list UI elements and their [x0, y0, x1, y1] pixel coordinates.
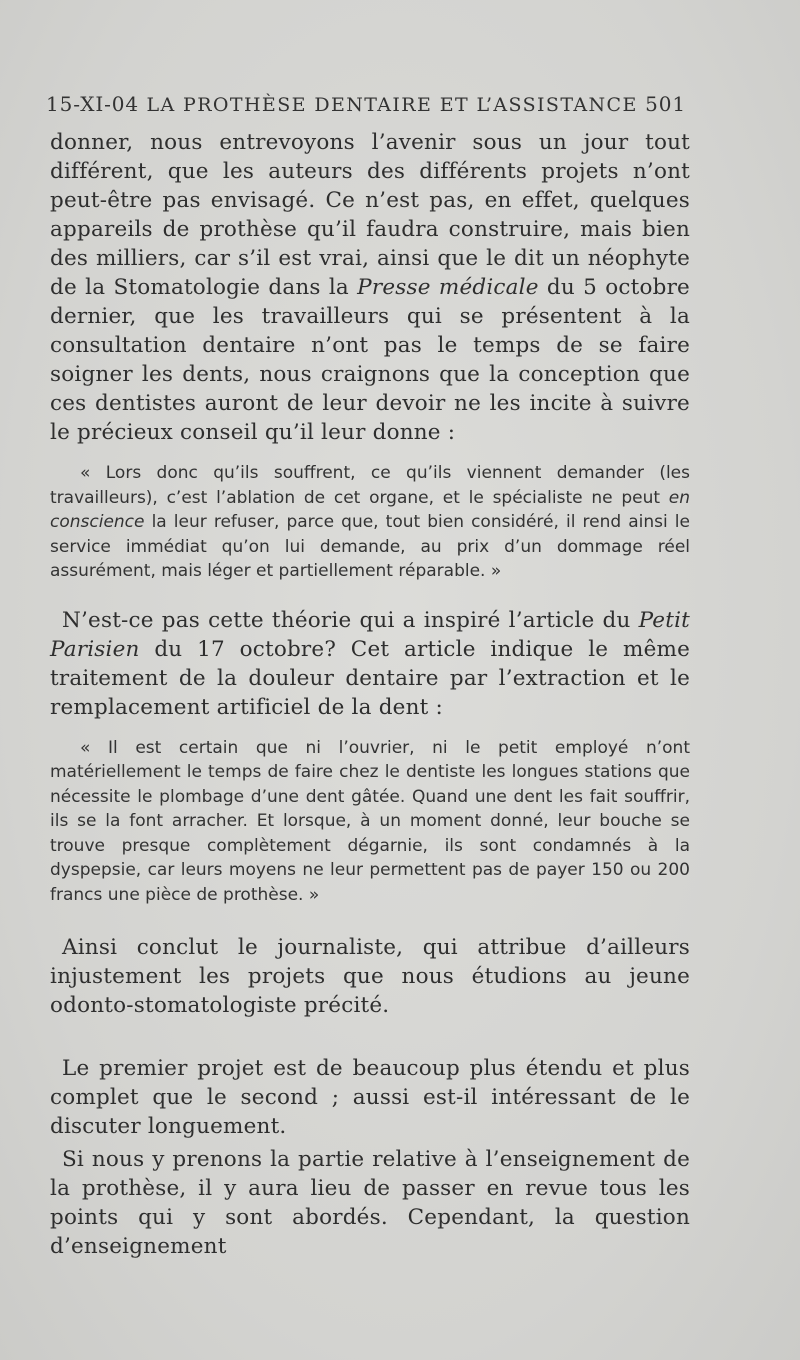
- paragraph-1-text-a: donner, nous entrevoyons l’avenir sous un jour tout différent, que les auteurs des différents projets n’ont peut-être pas envisagé. Ce n’est pas, en effet, quelques appareils de prothèse qu’il faudra construire, mais bien des milliers, car s’il est vrai, ainsi que le dit un néophyte de la Stomatologie dans la: [50, 130, 690, 300]
- quotation-1: [50, 461, 690, 584]
- header-title: LA PROTHÈSE DENTAIRE ET L’ASSISTANCE: [146, 94, 638, 116]
- paragraph-2-italic: Petit Parisien: [50, 607, 690, 662]
- page-body: [50, 128, 690, 1261]
- paragraph-2-text-a: N’est-ce pas cette théorie qui a inspiré l’article du: [62, 607, 639, 633]
- quotation-1-italic: en conscience: [50, 487, 690, 532]
- header-date: 15-XI-04: [46, 92, 140, 116]
- page-number: 501: [645, 92, 686, 116]
- paragraph-4: Le premier projet est de beaucoup plus étendu et plus complet que le second ; aussi est-il intéressant de le discuter longuement.: [50, 1056, 690, 1139]
- paragraph-2-text-b: du 17 octobre? Cet article indique le même traitement de la douleur dentaire par l’extraction et le remplacement artificiel de la dent :: [50, 636, 690, 720]
- paragraph-1-text-b: du 5 octobre dernier, que les travailleurs qui se présentent à la consultation dentaire n’ont pas le temps de se faire soigner les dents, nous craignons que la conception que ces dentistes auront de leur devoir ne les incite à suivre le précieux conseil qu’il leur donne :: [50, 275, 690, 445]
- running-header: [46, 92, 686, 116]
- paragraph-1-italic: Presse médicale: [357, 275, 539, 300]
- paragraph-2: [50, 606, 690, 722]
- quotation-1-text-b: la leur refuser, parce que, tout bien considéré, il rend ainsi le service immédiat qu’on lui demande, au prix d’un dommage réel assurément, mais léger et partiellement réparable. »: [50, 512, 690, 581]
- paragraph-3: Ainsi conclut le journaliste, qui attribue d’ailleurs injustement les projets que nous étudions au jeune odonto-stomatologiste précité.: [50, 935, 690, 1018]
- paragraph-1: [50, 128, 690, 447]
- quotation-1-text-a: « Lors donc qu’ils souffrent, ce qu’ils viennent demander (les travailleurs), c’est l’ablation de cet organe, et le spécialiste ne peut: [50, 463, 690, 508]
- quotation-2: « Il est certain que ni l’ouvrier, ni le petit employé n’ont matériellement le temps de faire chez le dentiste les longues stations que nécessite le plombage d’une dent gâtée. Quand une dent les fait souffrir, ils se la font arracher. Et lorsque, à un moment donné, leur bouche se trouve presque complètement dégarnie, ils sont condamnés à la dyspepsie, car leurs moyens ne leur permettent pas de payer 150 ou 200 francs une pièce de prothèse. »: [50, 737, 690, 905]
- paragraph-5: Si nous y prenons la partie relative à l’enseignement de la prothèse, il y aura lieu de passer en revue tous les points qui y sont abordés. Cependant, la question d’enseignement: [50, 1147, 690, 1259]
